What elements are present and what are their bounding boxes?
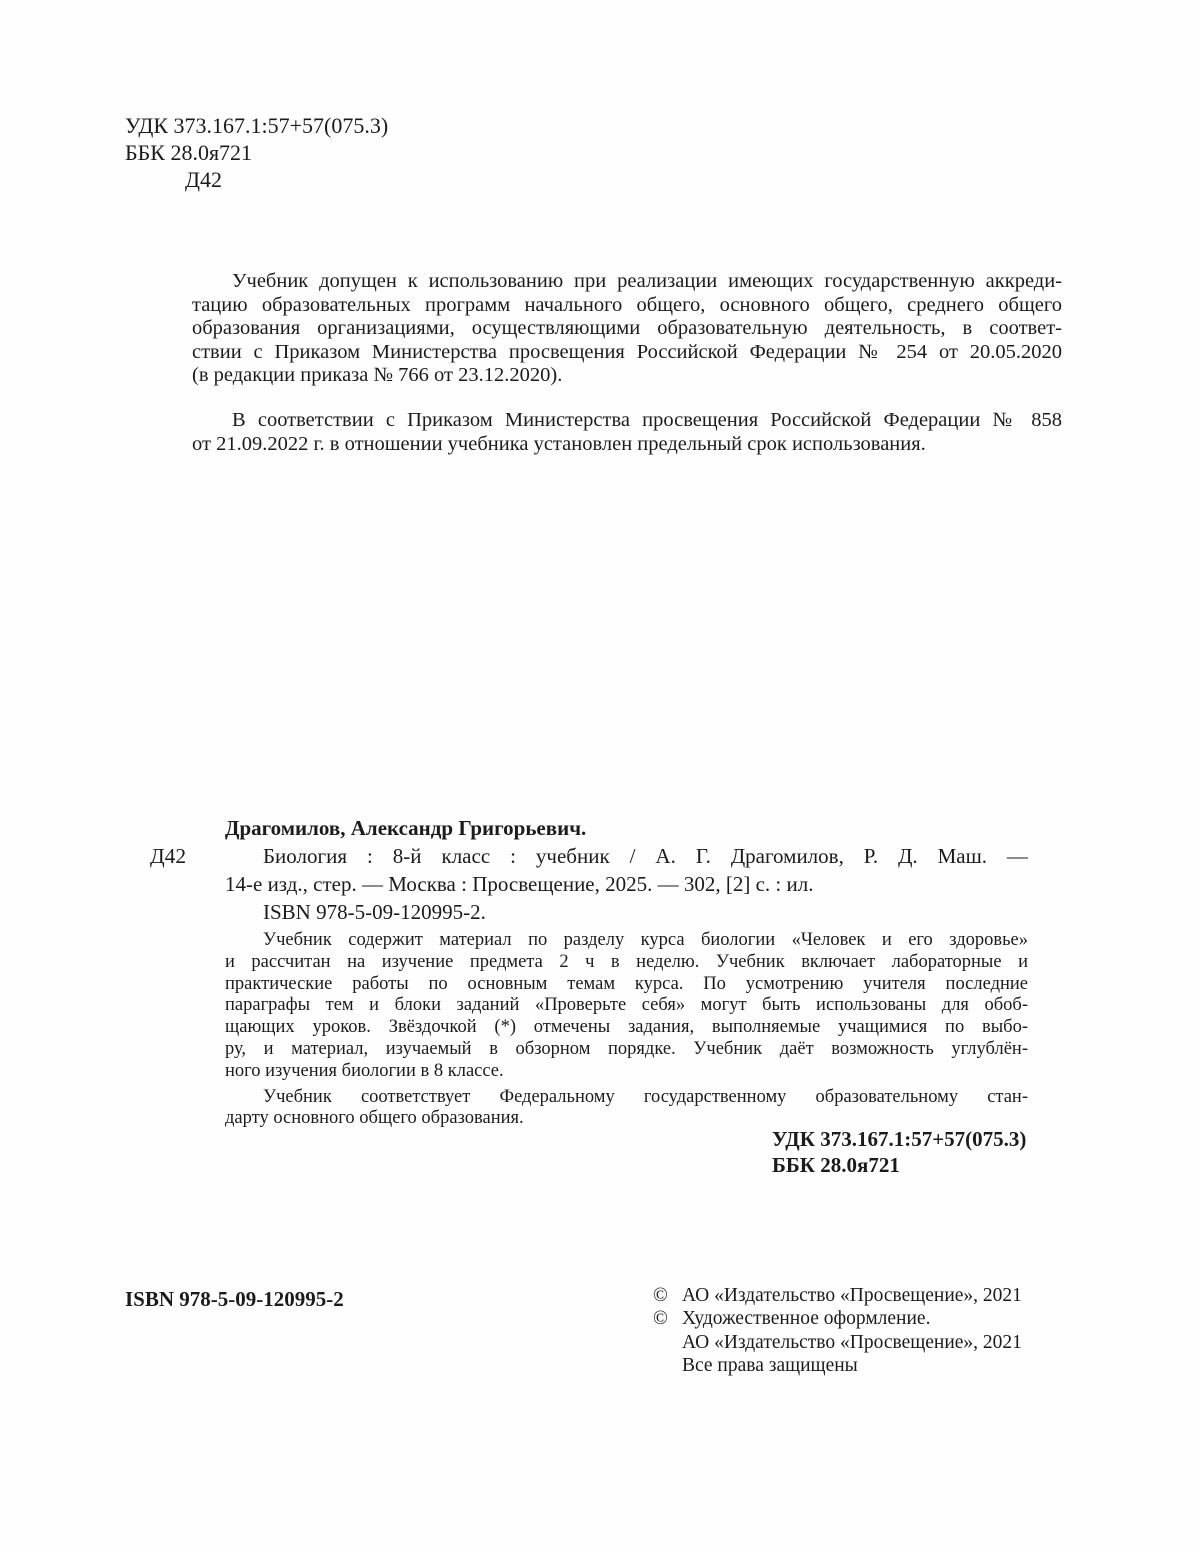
text-line: ствии с Приказом Министерства просвещения Российской Федерации № 254 от 20.05.2020 [192, 340, 1062, 363]
copyright-symbol [653, 1331, 682, 1354]
annotation-line: щающих уроков. Звёздочкой (*) отмечены задания, выполняемые учащимися по выбо- [225, 1017, 1028, 1038]
top-codes-block [125, 112, 388, 193]
copyright-symbol: © [653, 1285, 668, 1306]
bottom-codes-block [772, 1126, 1026, 1178]
annotation-line: дарту основного общего образования. [225, 1108, 524, 1129]
annotation-line: Учебник содержит материал по разделу курса биологии «Человек и его здоровье» [263, 930, 1028, 950]
bibliographic-description [225, 814, 1028, 926]
annotation-paragraph-2 [225, 1087, 1028, 1131]
isbn-bottom: ISBN 978-5-09-120995-2 [125, 1287, 344, 1311]
text-line: (в редакции приказа № 766 от 23.12.2020). [192, 364, 563, 386]
text-line: образования организациями, осуществляющими образовательную деятельность, в соответ- [192, 317, 1062, 339]
bib-line: Биология : 8-й класс : учебник / А. Г. Драгомилов, Р. Д. Маш. — [263, 844, 1028, 868]
annotation-line: практические работы по основным темам курса. По усмотрению учителя последние [225, 973, 1028, 994]
copyright-text: АО «Издательство «Просвещение», 2021 [682, 1331, 1022, 1353]
isbn-line: ISBN 978-5-09-120995-2. [263, 900, 486, 924]
copyright-line [653, 1354, 1022, 1377]
catalog-card [225, 814, 1028, 1130]
annotation-line: параграфы тем и блоки заданий «Проверьте себя» могут быть использованы для обоб- [225, 995, 1028, 1016]
usage-order-paragraph [192, 409, 1062, 456]
copyright-text: Все права защищены [682, 1355, 858, 1377]
text-line: тацию образовательных программ начального общего, основного общего, среднего общего [192, 293, 1062, 316]
annotation-line: ного изучения биологии в 8 классе. [225, 1060, 504, 1081]
copyright-line [653, 1331, 1022, 1354]
text-line: В соответствии с Приказом Министерства просвещения Российской Федерации № 858 [232, 409, 1062, 431]
udk-code: УДК 373.167.1:57+57(075.3) [125, 113, 389, 138]
annotation-paragraph-1 [225, 930, 1028, 1083]
author-sign: Д42 [185, 167, 223, 192]
bbk-code: ББК 28.0я721 [125, 140, 253, 165]
copyright-text: АО «Издательство «Просвещение», 2021 [682, 1285, 1022, 1306]
copyright-line [653, 1284, 1022, 1307]
udk-code-bottom: УДК 373.167.1:57+57(075.3) [772, 1127, 1027, 1151]
copyright-symbol [653, 1354, 682, 1377]
text-line: от 21.09.2022 г. в отношении учебника установлен предельный срок использования. [192, 432, 926, 455]
card-author-sign: Д42 [150, 844, 187, 868]
accreditation-paragraph [192, 270, 1062, 388]
text-line: Учебник допущен к использованию при реализации имеющих государственную аккреди- [232, 270, 1062, 292]
author-heading: Драгомилов, Александр Григорьевич. [225, 816, 587, 840]
bib-line: 14-е изд., стер. — Москва : Просвещение, 2025. — 302, [2] с. : ил. [225, 872, 814, 896]
bbk-code-bottom: ББК 28.0я721 [772, 1153, 900, 1177]
copyright-text: Художественное оформление. [682, 1308, 931, 1330]
annotation-line: и рассчитан на изучение предмета 2 ч в неделю. Учебник включает лабораторные и [225, 951, 1028, 972]
annotation-line: ру, и материал, изучаемый в обзорном порядке. Учебник даёт возможность углублён- [225, 1038, 1028, 1059]
copyright-line [653, 1307, 1022, 1330]
copyright-block [653, 1284, 1022, 1378]
copyright-symbol: © [653, 1308, 668, 1330]
annotation-line: Учебник соответствует Федеральному государственному образовательному стан- [263, 1086, 1028, 1107]
